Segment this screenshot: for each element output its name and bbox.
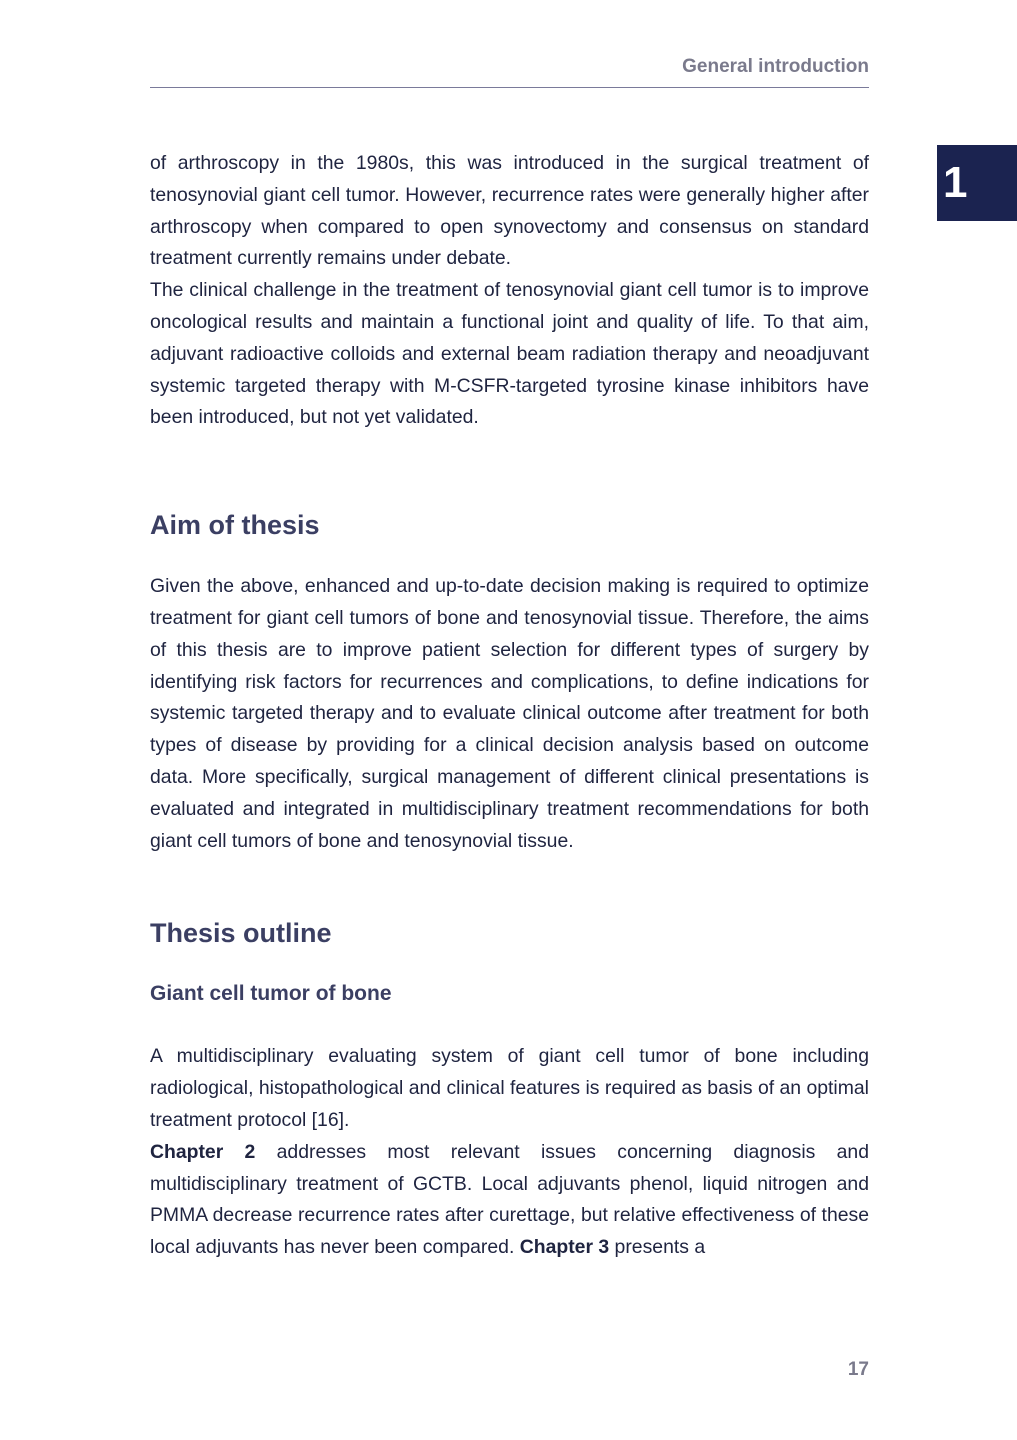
intro-paragraph-1: of arthroscopy in the 1980s, this was introduced in the surgical treatment of tenosynovial giant cell tumor. However, recurrence rates were generally higher after arthroscopy when compared to open synovectomy and consensus on standard treatment currently remains under debate. <box>150 152 869 270</box>
outline-paragraph-2-text-a: addresses most relevant issues concerning diagnosis and multidisciplinary treatment of GCTB. Local adjuvants phenol, liquid nitrogen and PMMA decrease recurrence rates after curettage, but relative effectiveness of these local adjuvants has never been compared. <box>150 1140 869 1259</box>
page-body <box>150 148 869 1264</box>
chapter-number-tab: 1 <box>937 145 1017 221</box>
chapter-2-reference: Chapter 2 <box>150 1140 256 1163</box>
intro-paragraph-2: The clinical challenge in the treatment of tenosynovial giant cell tumor is to improve oncological results and maintain a functional joint and quality of life. To that aim, adjuvant radioactive colloids and external beam radiation therapy and neoadjuvant systemic targeted therapy with M-CSFR-targeted tyrosine kinase inhibitors have been introduced, but not yet validated. <box>150 279 869 429</box>
section-heading-aim: Aim of thesis <box>150 510 320 541</box>
outline-paragraph-2-text-b: presents a <box>609 1236 706 1259</box>
outline-paragraph-2 <box>150 1137 869 1264</box>
aim-paragraph: Given the above, enhanced and up-to-date decision making is required to optimize treatment for giant cell tumors of bone and tenosynovial tissue. Therefore, the aims of this thesis are to improve patient selection for different types of surgery by identifying risk factors for recurrences and complications, to define indications for systemic targeted therapy and to evaluate clinical outcome after treatment for both types of disease by providing for a clinical decision analysis based on outcome data. More specifically, surgical management of different clinical presentations is evaluated and integrated in multidisciplinary treatment recommendations for both giant cell tumors of bone and tenosynovial tissue. <box>150 575 869 852</box>
section-heading-outline: Thesis outline <box>150 918 332 949</box>
page-number: 17 <box>847 1359 869 1380</box>
subsection-heading-gctb: Giant cell tumor of bone <box>150 982 392 1006</box>
header-divider <box>150 87 869 88</box>
outline-paragraph-1: A multidisciplinary evaluating system of giant cell tumor of bone including radiological, histopathological and clinical features is required as basis of an optimal treatment protocol [16]. <box>150 1045 869 1131</box>
chapter-3-reference: Chapter 3 <box>519 1236 610 1259</box>
running-header: General introduction <box>682 56 869 77</box>
